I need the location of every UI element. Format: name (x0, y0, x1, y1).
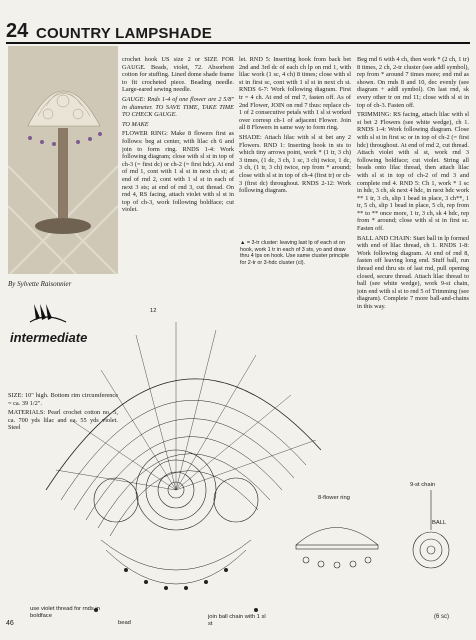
join-ball-label: join ball chain with 1 sl st (208, 614, 266, 627)
violet-thread-note: use violet thread for rnds in boldface (30, 606, 100, 619)
paragraph: FLOWER RING: Make 8 flowers first as follows: beg at center, with lilac ch 6 and join to form ring. RNDS 1-4: Work following diagram; close with sl st in top of ch-3 (= first dc) or ch-2 (= first hdc). At end of rnd 1, cont with 1 sl st in next ch st; at end of rnd 2, cont with 1 sl st in each of next 3 sts; at end of rnd 3, cut thread. On rnd 4, RS facing, attach violet with sl st in top of ch-3, work following boldface; cut violet. (122, 130, 234, 214)
page-title: COUNTRY LAMPSHADE (36, 25, 212, 42)
instructions-column-2 (239, 56, 351, 226)
ball-label: BALL (432, 520, 447, 526)
flower-ring-label: 8-flower ring (318, 495, 350, 501)
round-12-label: 12 (150, 308, 157, 314)
legend-text: = 3-tr cluster: leaving last lp of each st on hook, work 1 tr in each of 3 sts, yo and draw thru 4 lps on hook. Use same cluster principle for 2-tr or 3-hdc cluster (cl). (240, 240, 350, 266)
page-number: 24 (6, 20, 29, 42)
footer-page-number: 46 (6, 620, 14, 627)
six-sc-label: (6 sc) (434, 614, 449, 620)
paragraph: GAUGE: Rnds 1-4 of one flower are 2 5/8" in diameter. TO SAVE TIME, TAKE TIME TO CHECK GAUGE. (122, 95, 234, 119)
paragraph: TRIMMING: RS facing, attach lilac with sl st bet 2 Flowers (see white wedge), ch 1. RNDS 1-4: Work following diagram. Close with sl st in first sc or in top of ch-2 (= first hdc) throughout. At end of rnd 2, cut thread. Attach violet with sl st, work rnd 3 following boldface; cut violet. String all beads onto lilac thread, then attach lilac with sl st in top of ch-2 of rnd 3 and complete rnd 4. RND 5: Ch 1, work * 1 sc in hdc, 3 ch, sk next 4 hdc, in next hdc work ** 1 tr, 3 ch, slip 1 bead in place, 3 ch**, 1 tr, 5 ch, slip 1 bead in place, 5 ch, rep from ** to ** once more, 1 tr, 3 ch, sk 4 hdc, rep from * around; close with sl st in first sc. Fasten off. (357, 111, 469, 233)
paragraph: SHADE: Attach lilac with sl st bet any 2 Flowers. RND 1: Inserting hook in sts to which tiny arrows point, work * (1 tr, 3 ch) 3 times, (1 dc, 3 ch, 1 sc, 3 ch) twice, 1 dc, 3 ch, (1 tr, 3 ch) twice, rep from * around; close with sl st in top of ch-4 (first tr) or ch-3 (first dc) throughout. RNDS 2-12: Work following diagram. (239, 133, 351, 195)
section-heading: TO MAKE (122, 120, 149, 128)
cluster-symbol-icon: ▲ (240, 240, 247, 246)
lampshade-photo (8, 46, 118, 274)
paragraph: let. RND 5: Inserting hook from back bet 2nd and 3rd dc of each ch lp on rnd 1, with lilac work (1 sc, 4 ch) 8 times; close with sl st in first sc, cont with 1 sl st in next ch st. RNDS 6-7: Work following diagram. First tr = 4 ch. At end of rnd 7, fasten off. As of 2nd Flower, JOIN on rnd 7 thus: replace ch-1 of 2 consecutive petals with 1 sl st worked over corresp ch-1 of adjacent Flower. Join all 8 Flowers in same way to form ring. (239, 56, 351, 132)
materials-text: MATERIALS: Pearl crochet cotton no. 5, ca. 700 yds lilac and ca. 55 yds violet. Steel (8, 409, 118, 432)
chain-label: 9-st chain (410, 482, 436, 488)
crochet-diagram (6, 300, 470, 630)
paragraph: Beg rnd 6 with 4 ch, then work * (2 ch, 1 tr) 8 times, 2 ch, 2-tr cluster (see addl symbol), rep from * around 7 times more; end rnd as shown. On rnds 8 and 10, dec evenly (see diagram + addl symbol). On last rnd, sk every other tr on rnd 11; close with sl st in top of ch-3. Fasten off. (357, 56, 469, 109)
paragraph: BALL AND CHAIN: Start ball in lp formed with end of lilac thread, ch 1. RNDS 1-8: Work following diagram. At end of rnd 8, fasten off leaving long end. Stuff ball, run thread end thru sts of last rnd, pull opening closed, secure thread. Attach lilac thread to ball (see white wedge), work 9-st chain, join end with sl st to rnd 5 of Trimming (see diagram). Complete 7 more ball-and-chains in this way. (357, 234, 469, 310)
symbol-legend (240, 240, 350, 266)
paragraph: crochet hook US size 2 or SIZE FOR GAUGE. Beads, violet, 72. Absorbent cotton for stuffing. Lined dome shade frame to fit crocheted piece. Beading needle. Large-eared sewing needle. (122, 56, 234, 94)
size-text: SIZE: 10" high. Bottom rim circumference = ca. 39 1/2". (8, 392, 118, 407)
bead-label: bead (118, 620, 131, 626)
skill-level-label: intermediate (10, 330, 88, 345)
byline: By Sylvette Raisonnier (8, 280, 72, 288)
